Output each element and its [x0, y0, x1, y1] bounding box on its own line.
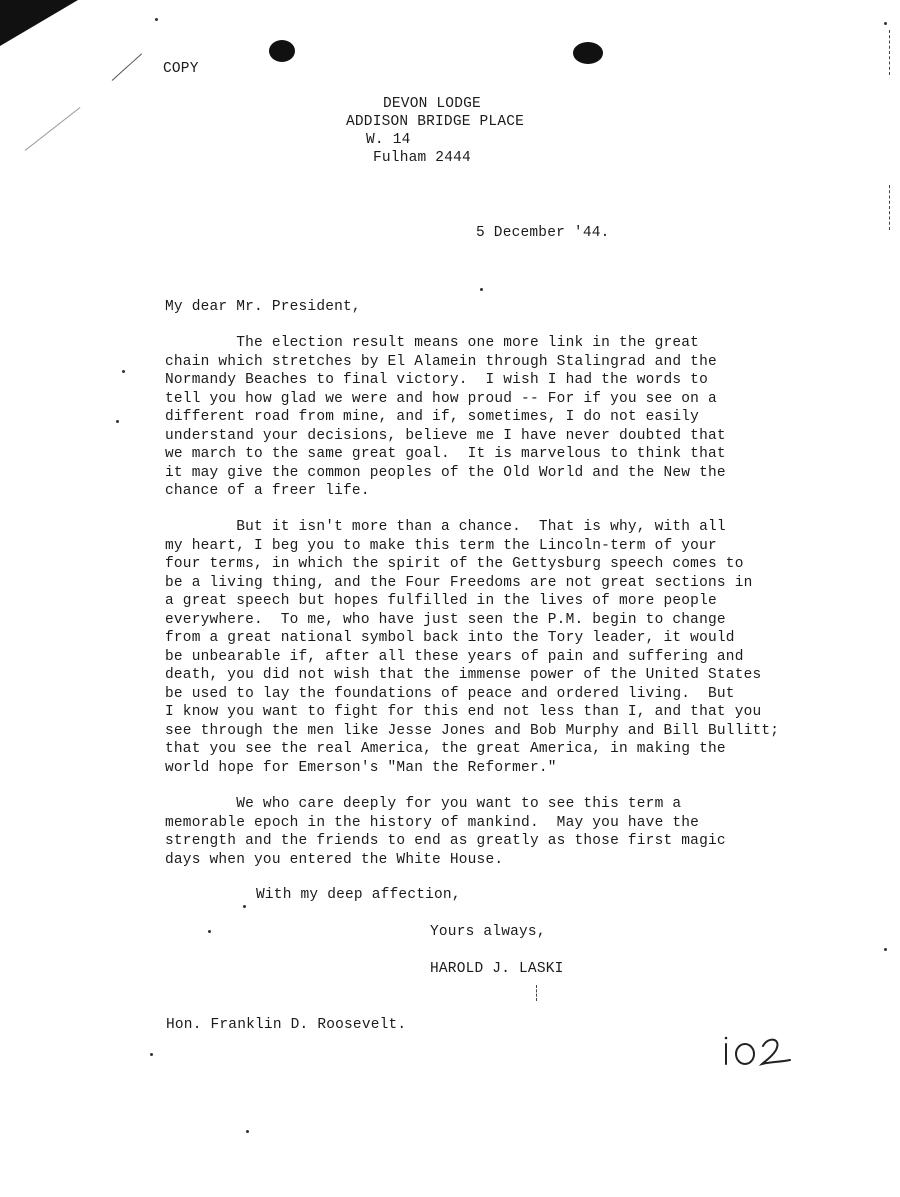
- punch-hole-left: [269, 40, 295, 62]
- speck: [116, 420, 119, 423]
- letter-date: 5 December '44.: [476, 225, 610, 241]
- address-line: ADDISON BRIDGE PLACE: [346, 114, 525, 130]
- body-line: understand your decisions, believe me I have never doubted that: [165, 427, 726, 444]
- address-line: DEVON LODGE: [383, 96, 481, 112]
- valediction: Yours always,: [430, 924, 546, 940]
- body-line: everywhere. To me, who have just seen the P.M. begin to change: [165, 611, 726, 628]
- body-line: chance of a freer life.: [165, 483, 370, 499]
- edge-mark: [889, 30, 890, 75]
- scan-mark: [25, 107, 81, 151]
- body-paragraph: [165, 518, 779, 777]
- body-line: different road from mine, and if, sometimes, I do not easily: [165, 409, 700, 425]
- body-line: be used to lay the foundations of peace and ordered living. But: [165, 685, 735, 702]
- body-line: four terms, in which the spirit of the Gettysburg speech comes to: [165, 556, 744, 572]
- body-line: Normandy Beaches to final victory. I wish I had the words to: [165, 372, 708, 388]
- body-line: be a living thing, and the Four Freedoms are not great sections in: [165, 574, 753, 591]
- body-line: we march to the same great goal. It is marvelous to think that: [165, 446, 726, 462]
- punch-hole-right: [573, 42, 603, 64]
- edge-mark: [536, 985, 537, 1001]
- body-line: that you see the real America, the great America, in making the: [165, 741, 726, 757]
- body-line: death, you did not wish that the immense power of the United States: [165, 667, 762, 683]
- speck: [246, 1130, 249, 1133]
- body-line: days when you entered the White House.: [165, 851, 504, 868]
- body-line: my heart, I beg you to make this term the Lincoln-term of your: [165, 537, 717, 554]
- speck: [208, 930, 211, 933]
- body-line: tell you how glad we were and how proud -- For if you see on a: [165, 390, 717, 407]
- speck: [884, 22, 887, 25]
- body-line: I know you want to fight for this end not less than I, and that you: [165, 704, 762, 720]
- copy-label: COPY: [163, 61, 199, 77]
- body-line: The election result means one more link in the great: [165, 335, 700, 351]
- body-line: But it isn't more than a chance. That is why, with all: [165, 519, 726, 535]
- speck: [243, 905, 246, 908]
- signature-name: HAROLD J. LASKI: [430, 961, 564, 977]
- handwritten-page-number-text: [720, 1030, 721, 1031]
- speck: [122, 370, 125, 373]
- address-line: Fulham 2444: [373, 150, 471, 166]
- body-line: memorable epoch in the history of mankind. May you have the: [165, 814, 700, 831]
- speck: [155, 18, 158, 21]
- speck: [480, 288, 483, 291]
- body-line: We who care deeply for you want to see this term a: [165, 796, 682, 812]
- body-line: from a great national symbol back into the Tory leader, it would: [165, 630, 735, 646]
- handwritten-page-number: [720, 1030, 820, 1070]
- body-line: it may give the common peoples of the Old World and the New the: [165, 464, 726, 481]
- recipient-line: Hon. Franklin D. Roosevelt.: [166, 1017, 407, 1033]
- body-line: a great speech but hopes fulfilled in the lives of more people: [165, 593, 717, 609]
- body-line: strength and the friends to end as greatly as those first magic: [165, 833, 726, 849]
- salutation: My dear Mr. President,: [165, 299, 361, 315]
- body-line: see through the men like Jesse Jones and Bob Murphy and Bill Bullitt;: [165, 722, 780, 739]
- closing-phrase: With my deep affection,: [256, 887, 461, 903]
- speck: [150, 1053, 153, 1056]
- address-line: W. 14: [366, 132, 411, 148]
- handwritten-page-number-drawing: [720, 1030, 820, 1070]
- body-paragraph: [165, 334, 726, 501]
- body-line: world hope for Emerson's "Man the Reformer.": [165, 759, 557, 776]
- body-paragraph: [165, 795, 726, 869]
- scan-mark: [112, 53, 142, 81]
- speck: [884, 948, 887, 951]
- body-line: chain which stretches by El Alamein through Stalingrad and the: [165, 353, 717, 370]
- edge-mark: [889, 185, 890, 230]
- body-line: be unbearable if, after all these years of pain and suffering and: [165, 648, 744, 665]
- torn-corner: [0, 0, 78, 46]
